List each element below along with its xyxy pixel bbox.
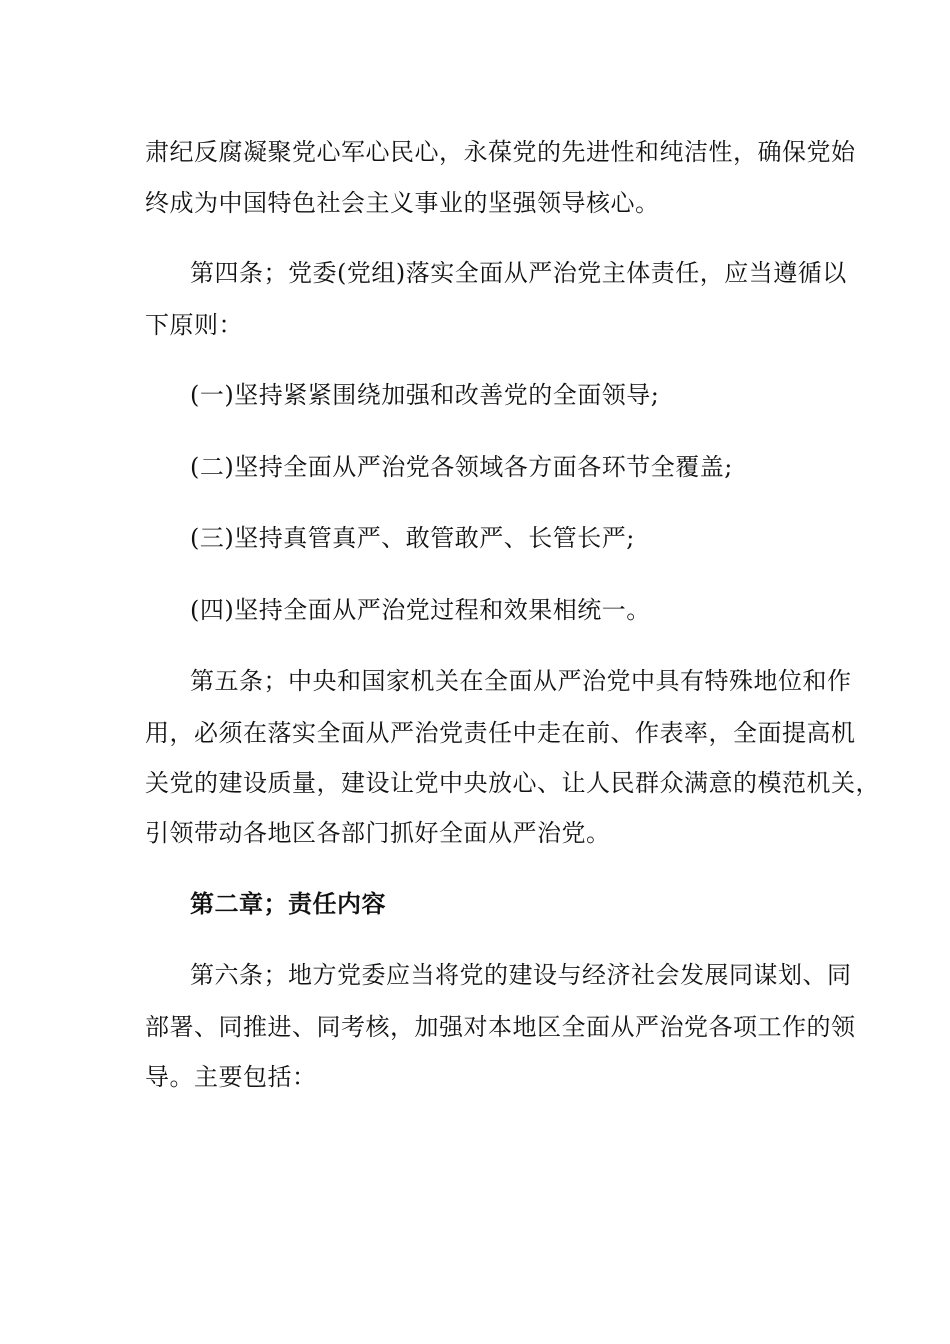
article6-line3: 导。主要包括： — [145, 1063, 317, 1091]
article5-line2: 用，必须在落实全面从严治党责任中走在前、作表率，全面提高机 — [145, 719, 856, 747]
article6-line2: 部署、同推进、同考核，加强对本地区全面从严治党各项工作的领 — [145, 1013, 856, 1041]
article5-line1: 第五条；中央和国家机关在全面从严治党中具有特殊地位和作 — [190, 667, 852, 695]
chapter-heading: 第二章；责任内容 — [190, 889, 386, 918]
para1-line1: 肃纪反腐凝聚党心军心民心，永葆党的先进性和纯洁性，确保党始 — [145, 138, 856, 166]
principle-item: (四)坚持全面从严治党过程和效果相统一。 — [190, 596, 651, 624]
article6-line1: 第六条；地方党委应当将党的建设与经济社会发展同谋划、同 — [190, 961, 852, 989]
principle-item: (一)坚持紧紧围绕加强和改善党的全面领导; — [190, 381, 660, 409]
article4-line2: 下原则： — [145, 311, 243, 339]
article5-line4: 引领带动各地区各部门抓好全面从严治党。 — [145, 819, 611, 847]
principle-item: (三)坚持真管真严、敢管敢严、长管长严; — [190, 524, 635, 552]
article5-line3: 关党的建设质量，建设让党中央放心、让人民群众满意的模范机关， — [145, 769, 880, 797]
principle-item: (二)坚持全面从严治党各领域各方面各环节全覆盖; — [190, 453, 733, 481]
para1-line2: 终成为中国特色社会主义事业的坚强领导核心。 — [145, 189, 660, 217]
article4-line1: 第四条；党委(党组)落实全面从严治党主体责任，应当遵循以 — [190, 259, 847, 287]
